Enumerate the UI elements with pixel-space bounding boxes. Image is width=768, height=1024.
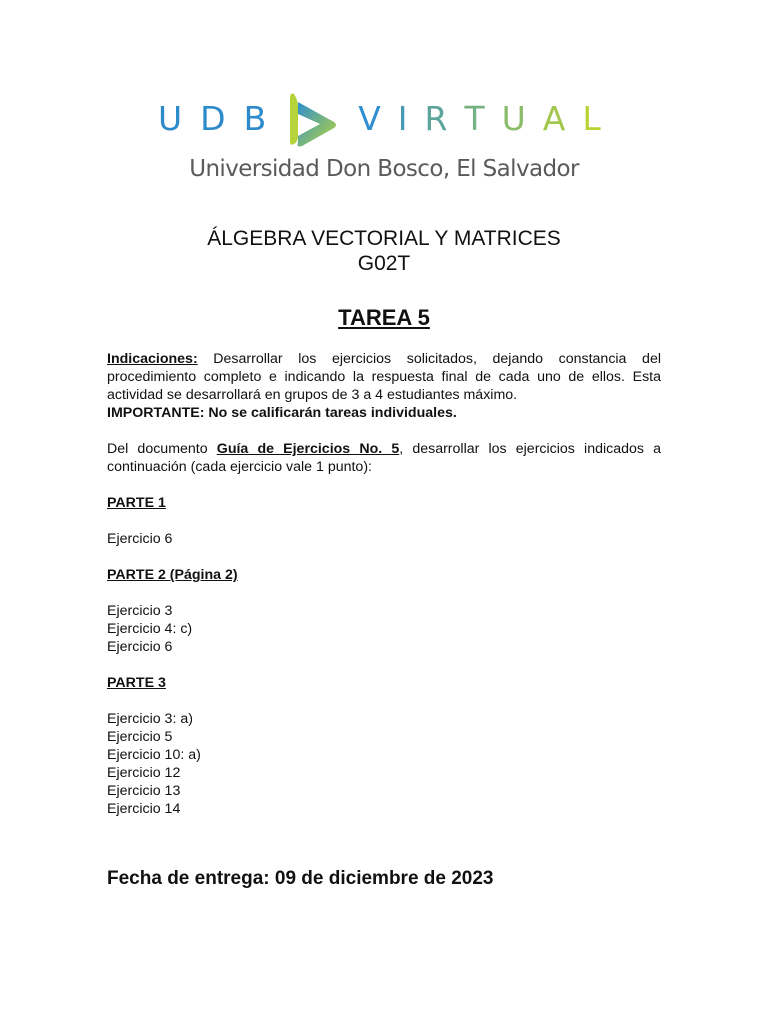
part-section bbox=[107, 494, 661, 548]
logo-letter: L bbox=[582, 98, 601, 138]
logo-letter: T bbox=[464, 98, 485, 138]
task-title: TAREA 5 bbox=[338, 305, 430, 330]
course-title: ÁLGEBRA VECTORIAL Y MATRICES bbox=[207, 227, 561, 250]
guide-name: Guía de Ejercicios No. 5 bbox=[216, 441, 400, 457]
part-title: PARTE 3 bbox=[107, 675, 166, 691]
course-header bbox=[0, 226, 768, 276]
logo-letter: A bbox=[542, 98, 566, 138]
instructions-text: Desarrollar los ejercicios solicitados, dejando constancia del procedimiento completo e indicando la respuesta final de cada uno de ellos. Esta actividad se desarrollará en grupos de 3 a 4 estudiantes máximo. bbox=[107, 351, 661, 403]
logo-letter: U bbox=[158, 98, 183, 138]
play-arrow-logo-icon bbox=[286, 88, 342, 148]
exercise-item: Ejercicio 6 bbox=[107, 531, 173, 547]
exercise-item: Ejercicio 14 bbox=[107, 801, 181, 817]
exercise-item: Ejercicio 4: c) bbox=[107, 621, 193, 637]
logo-subtitle: Universidad Don Bosco, El Salvador bbox=[189, 156, 579, 182]
exercise-item: Ejercicio 12 bbox=[107, 765, 181, 781]
logo-letter: V bbox=[358, 98, 381, 138]
exercise-item: Ejercicio 3: a) bbox=[107, 711, 193, 727]
part-section bbox=[107, 674, 661, 818]
part-section bbox=[107, 566, 661, 656]
exercise-item: Ejercicio 5 bbox=[107, 729, 173, 745]
logo-letter: D bbox=[200, 98, 226, 138]
due-date: Fecha de entrega: 09 de diciembre de 2023 bbox=[107, 868, 494, 889]
logo-letter: B bbox=[243, 98, 267, 138]
logo-virtual-text bbox=[358, 99, 618, 138]
exercise-item: Ejercicio 3 bbox=[107, 603, 173, 619]
course-group: G02T bbox=[357, 252, 411, 275]
logo-wordmark bbox=[158, 88, 618, 148]
instructions-paragraph bbox=[107, 350, 661, 404]
logo-letter: I bbox=[397, 98, 408, 138]
udb-virtual-logo bbox=[0, 0, 768, 200]
instructions-label: Indicaciones: bbox=[107, 351, 198, 367]
exercise-item: Ejercicio 6 bbox=[107, 639, 173, 655]
logo-udb-text bbox=[158, 99, 284, 138]
logo-letter: U bbox=[501, 98, 526, 138]
exercise-item: Ejercicio 13 bbox=[107, 783, 181, 799]
logo-letter: R bbox=[424, 98, 448, 138]
important-note: IMPORTANTE: No se calificarán tareas individuales. bbox=[107, 405, 457, 421]
document-reference: Del documento Guía de Ejercicios No. 5, desarrollar los ejercicios indicados a continuación (cada ejercicio vale 1 punto): bbox=[107, 441, 662, 475]
document-body bbox=[107, 350, 661, 818]
exercise-item: Ejercicio 10: a) bbox=[107, 747, 201, 763]
part-title: PARTE 2 (Página 2) bbox=[107, 567, 238, 583]
part-title: PARTE 1 bbox=[107, 495, 166, 511]
